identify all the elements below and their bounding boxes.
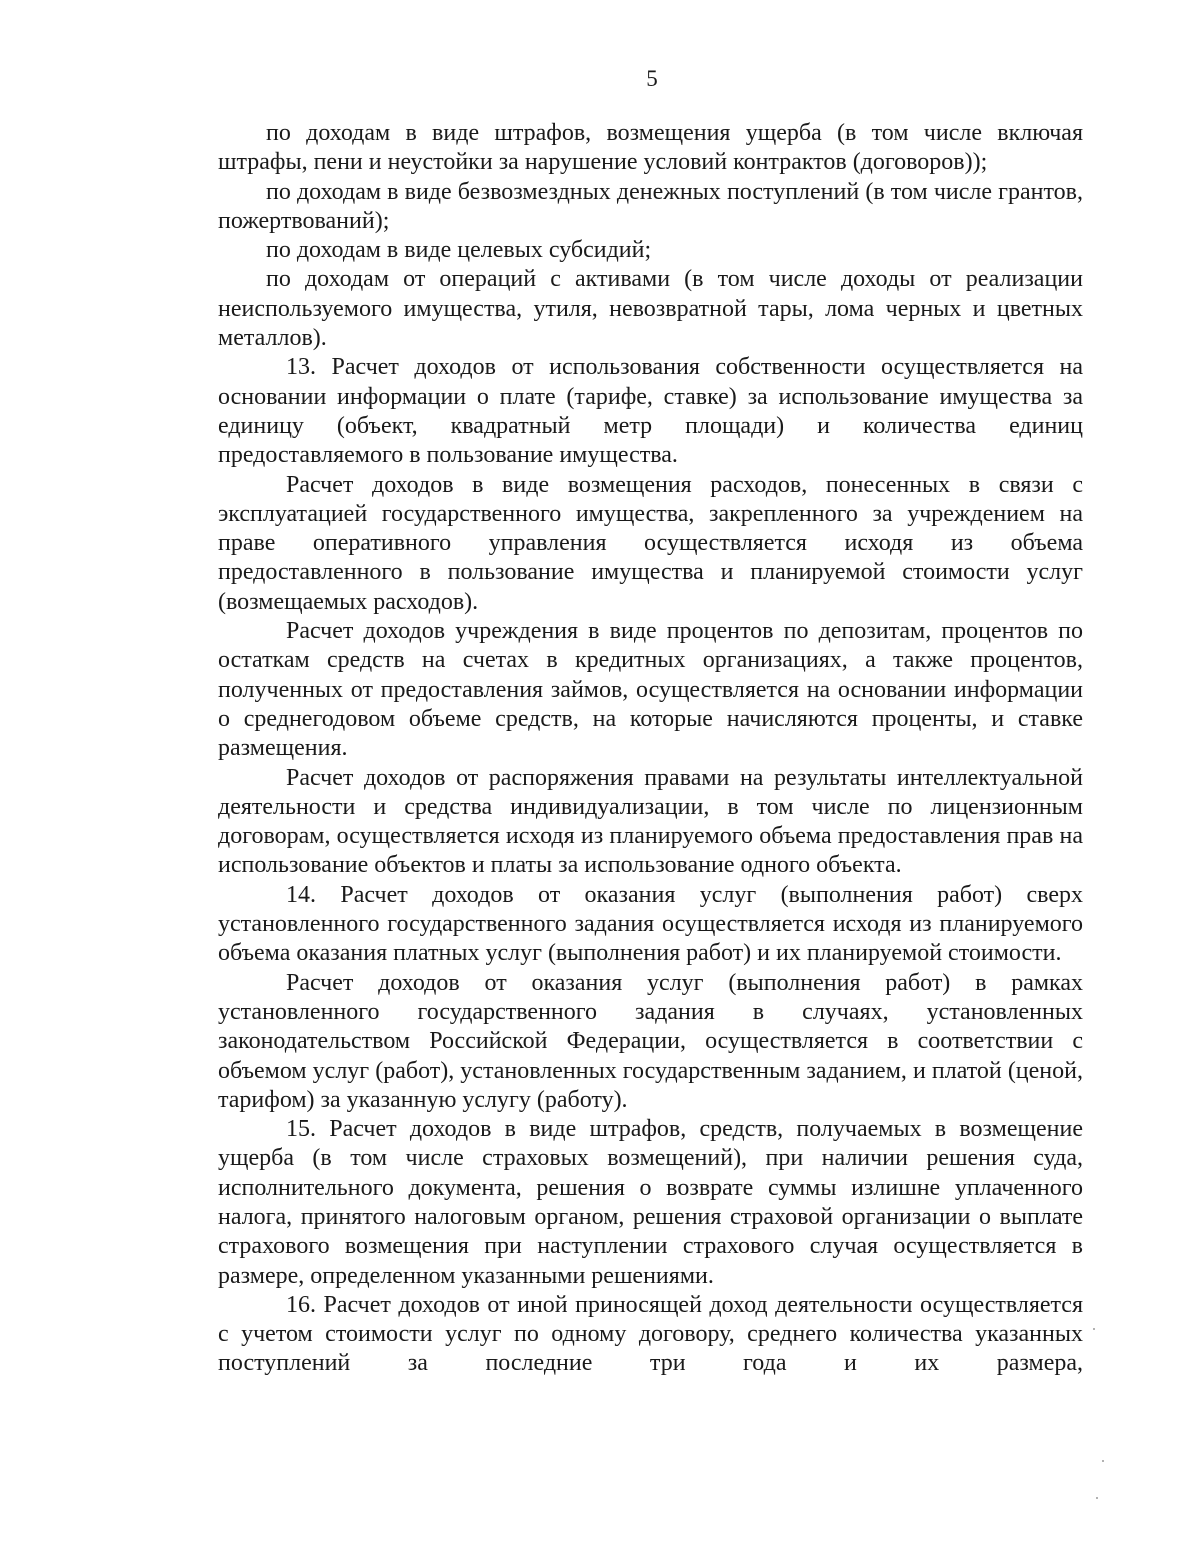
paragraph-asset-operations: по доходам от операций с активами (в том числе доходы от реализации неиспользуемого имущества, утиля, невозвратной тары, лома черных и цветных металлов).: [218, 266, 1083, 352]
paragraph-gratuitous-income: по доходам в виде безвозмездных денежных поступлений (в том числе грантов, пожертвований);: [218, 178, 1083, 234]
paragraph-intellectual-property: Расчет доходов от распоряжения правами на результаты интеллектуальной деятельности и средства индивидуализации, в том числе по лицензионным договорам, осуществляется исходя из планируемого объема предоставления прав на использование объектов и платы за использование одного объекта.: [218, 764, 1083, 879]
paragraph-deposit-interest: Расчет доходов учреждения в виде процентов по депозитам, процентов по остаткам средств на счетах в кредитных организациях, а также процентов, полученных от предоставления займов, осуществляется на основании информации о среднегодовом объеме средств, на которые начисляются проценты, и ставке размещения.: [218, 618, 1083, 762]
paragraph-fines-income: по доходам в виде штрафов, возмещения ущерба (в том числе включая штрафы, пени и неустойки за нарушение условий контрактов (договоров));: [218, 120, 1083, 176]
paragraph-expense-reimbursement: Расчет доходов в виде возмещения расходов, понесенных в связи с эксплуатацией государственного имущества, закрепленного за учреждением на праве оперативного управления осуществляется исходя из объема предоставленного в пользование имущества и планируемой стоимости услуг (возмещаемых расходов).: [218, 471, 1083, 615]
clause-16-other-income: 16. Расчет доходов от иной приносящей доход деятельности осуществляется с учетом стоимости услуг по одному договору, среднего количества указанных поступлений за последние три года и их размера,: [218, 1291, 1083, 1377]
scan-speck: [1093, 1328, 1095, 1330]
page-number: 5: [646, 66, 658, 91]
document-body: [218, 119, 1083, 1379]
scan-speck: [1096, 1497, 1098, 1499]
paragraph-targeted-subsidies: по доходам в виде целевых субсидий;: [266, 237, 652, 264]
scan-speck: [1102, 1460, 1104, 1462]
clause-14-services-above-assignment: 14. Расчет доходов от оказания услуг (выполнения работ) сверх установленного государственного задания осуществляется исходя из планируемого объема оказания платных услуг (выполнения работ) и их планируемой стоимости.: [218, 881, 1083, 967]
paragraph-services-within-assignment: Расчет доходов от оказания услуг (выполнения работ) в рамках установленного государственного задания в случаях, установленных законодательством Российской Федерации, осуществляется в соответствии с объемом услуг (работ), установленных государственным заданием, и платой (ценой, тарифом) за указанную услугу (работу).: [218, 969, 1083, 1113]
clause-15-fines-and-damages: 15. Расчет доходов в виде штрафов, средств, получаемых в возмещение ущерба (в том числе страховых возмещений), при наличии решения суда, исполнительного документа, решения о возврате суммы излишне уплаченного налога, принятого налоговым органом, решения страховой организации о выплате страхового возмещения при наступлении страхового случая осуществляется в размере, определенном указанными решениями.: [218, 1116, 1083, 1289]
clause-13-property-use: 13. Расчет доходов от использования собственности осуществляется на основании информации о плате (тарифе, ставке) за использование имущества за единицу (объект, квадратный метр площади) и количества единиц предоставляемого в пользование имущества.: [218, 354, 1083, 469]
